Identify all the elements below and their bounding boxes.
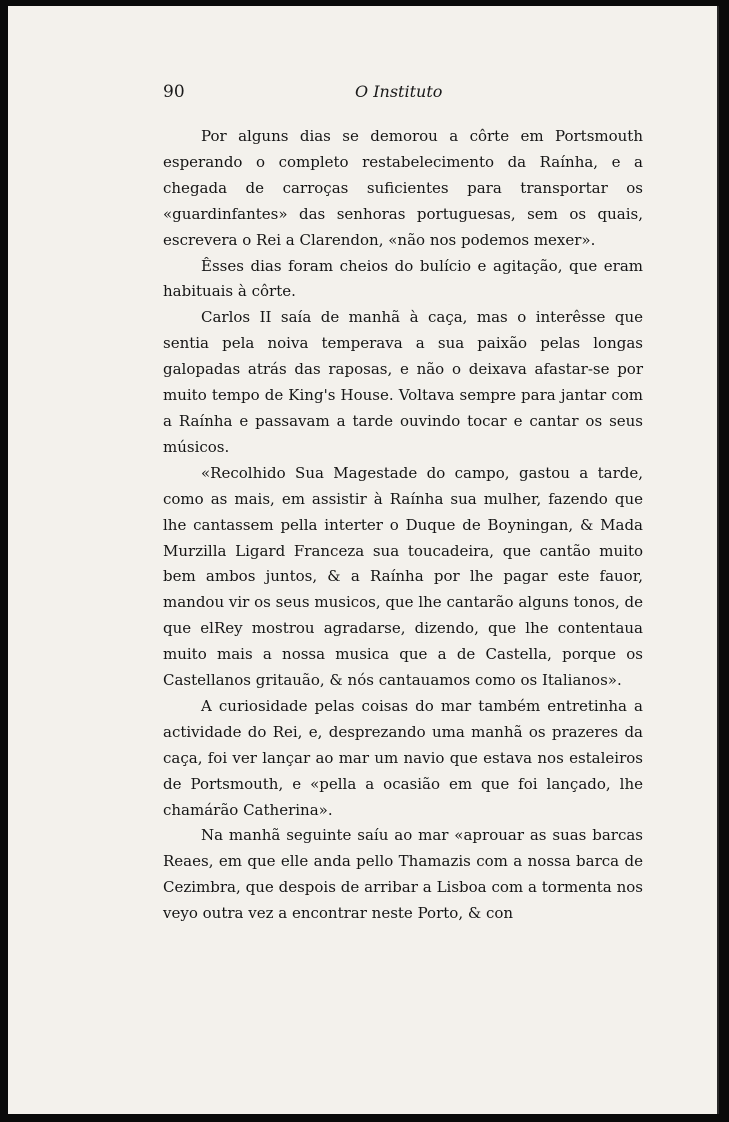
page-header [163,82,653,108]
paragraph: Êsses dias foram cheios do bulício e agitação, que eram habituais à côrte. [163,256,643,301]
paragraph: Por alguns dias se demorou a côrte em Portsmouth esperando o completo restabelecimento da Raínha, e a chegada de carroças suficientes para transportar os «guardinfantes» das senhoras portuguesas, sem os quais, escrevera o Rei a Clarendon, «não nos podemos mexer». [163,127,643,249]
book-page [8,6,719,1114]
paragraph: Carlos II saía de manhã à caça, mas o interêsse que sentia pela noiva temperava a sua paixão pelas longas galopadas atrás das raposas, e não o deixava afastar-se por muito tempo de King's House. Voltava sempre para jantar com a Raínha e passavam a tarde ouvindo tocar e cantar os seus músicos. [163,308,643,456]
paragraph: Na manhã seguinte saíu ao mar «aprouar as suas barcas Reaes, em que elle anda pello Thamazis com a nossa barca de Cezimbra, que despois de arribar a Lisboa com a tormenta nos veyo outra vez a encontrar neste Porto, & con [163,826,643,923]
paragraph: A curiosidade pelas coisas do mar também entretinha a actividade do Rei, e, desprezando uma manhã os prazeres da caça, foi ver lançar ao mar um navio que estava nos estaleiros de Portsmouth, e «pella a ocasião em que foi lançado, lhe chamárão Catherina». [163,696,643,819]
body-text [163,124,643,927]
paragraph: «Recolhido Sua Magestade do campo, gastou a tarde, como as mais, em assistir à Raínha sua mulher, fazendo que lhe cantassem pella interter o Duque de Boyningan, & Mada Murzilla Ligard Franceza sua toucadeira, que cantão muito bem ambos juntos, & a Raínha por lhe pagar este fauor, mandou vir os seus musicos, que lhe cantarão alguns tonos, de que elRey mostrou agradarse, dizendo, que lhe contentaua muito mais a nossa musica que a de Castella, porque os Castellanos gritauão, & nós cantauamos como os Italianos». [163,463,643,690]
running-title: O Instituto [355,82,443,101]
page-number: 90 [163,82,185,102]
